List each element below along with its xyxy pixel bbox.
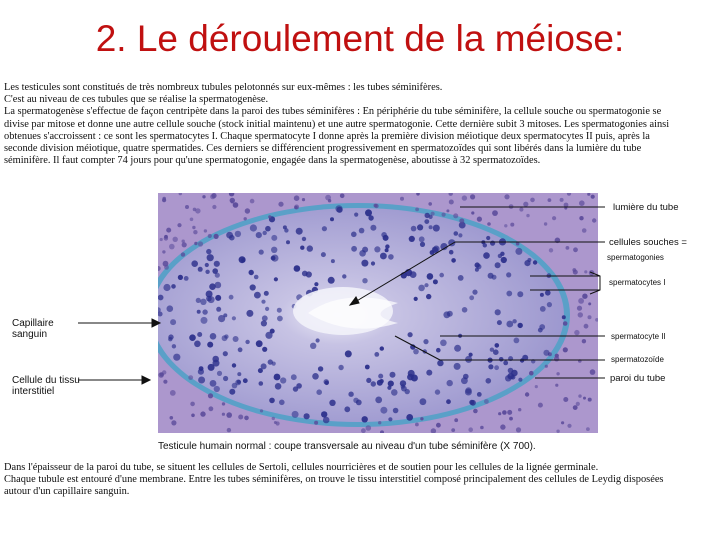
label-spermatogonies: spermatogonies <box>607 253 664 262</box>
figure-caption: Testicule humain normal : coupe transversale au niveau d'un tube séminifère (X 700). <box>158 441 536 452</box>
label-cellule-tissu: Cellule du tissu interstitiel <box>12 375 80 397</box>
label-cellules-souches: cellules souches = <box>609 237 687 248</box>
intro-line: La spermatogenèse s'effectue de façon centripète dans la paroi des tubes séminifères : En périphérie du tube séminifère, la cellule souche ou spermatogonie se <box>4 106 662 118</box>
outro-line: autour d'un capillaire sanguin. <box>4 486 130 498</box>
label-capillaire: Capillaire sanguin <box>12 318 54 340</box>
outro-line: Dans l'épaisseur de la paroi du tube, se situent les cellules de Sertoli, cellules nourricières et de soutien pour les cellules de la lignée germinale. <box>4 462 599 473</box>
label-spermatozoide: spermatozoïde <box>611 355 664 364</box>
outro-line: Chaque tubule est entouré d'une membrane. Entre les tubes séminifères, on trouve le tissu interstitiel composé principalement des cellules de Leydig disposées <box>4 474 664 486</box>
label-lumiere: lumière du tube <box>613 202 679 213</box>
label-spermatocyte-2: spermatocyte II <box>611 332 666 341</box>
intro-line: Les testicules sont constitués de très nombreux tubules pelotonnés sur eux-mêmes : les tubes séminifères. <box>4 82 443 93</box>
intro-line: divise par mitose et donne une autre cellule souche (stock initial maintenu) et une autre spermatogonie. Cette dernière subit 3 mitoses. Les spermatogonies ainsi <box>4 118 670 130</box>
label-paroi: paroi du tube <box>610 373 666 384</box>
outro-text <box>4 462 716 499</box>
intro-line: C'est au niveau de ces tubules que se réalise la spermatogenèse. <box>4 94 269 106</box>
slide-title: 2. Le déroulement de la méiose: <box>95 18 625 59</box>
intro-line: séminifère. Il faut compter 74 jours pour qu'une spermatogonie, engagée dans la spermatogenèse, aboutisse à 32 spermatozoïdes. <box>4 155 541 167</box>
label-spermatocytes-1: spermatocytes I <box>609 278 666 287</box>
intro-line: seconde division méiotique, quatre spermatides. Ces derniers se différencient progressivement en spermatozoïdes qui sont libérés dans la lumière du tube <box>4 143 642 155</box>
intro-line: obtenues s'accroissent : ce sont les spermatocytes I. Chaque spermatocyte I donne après la première division méiotique deux spermatocytes II puis, après la <box>4 130 650 142</box>
